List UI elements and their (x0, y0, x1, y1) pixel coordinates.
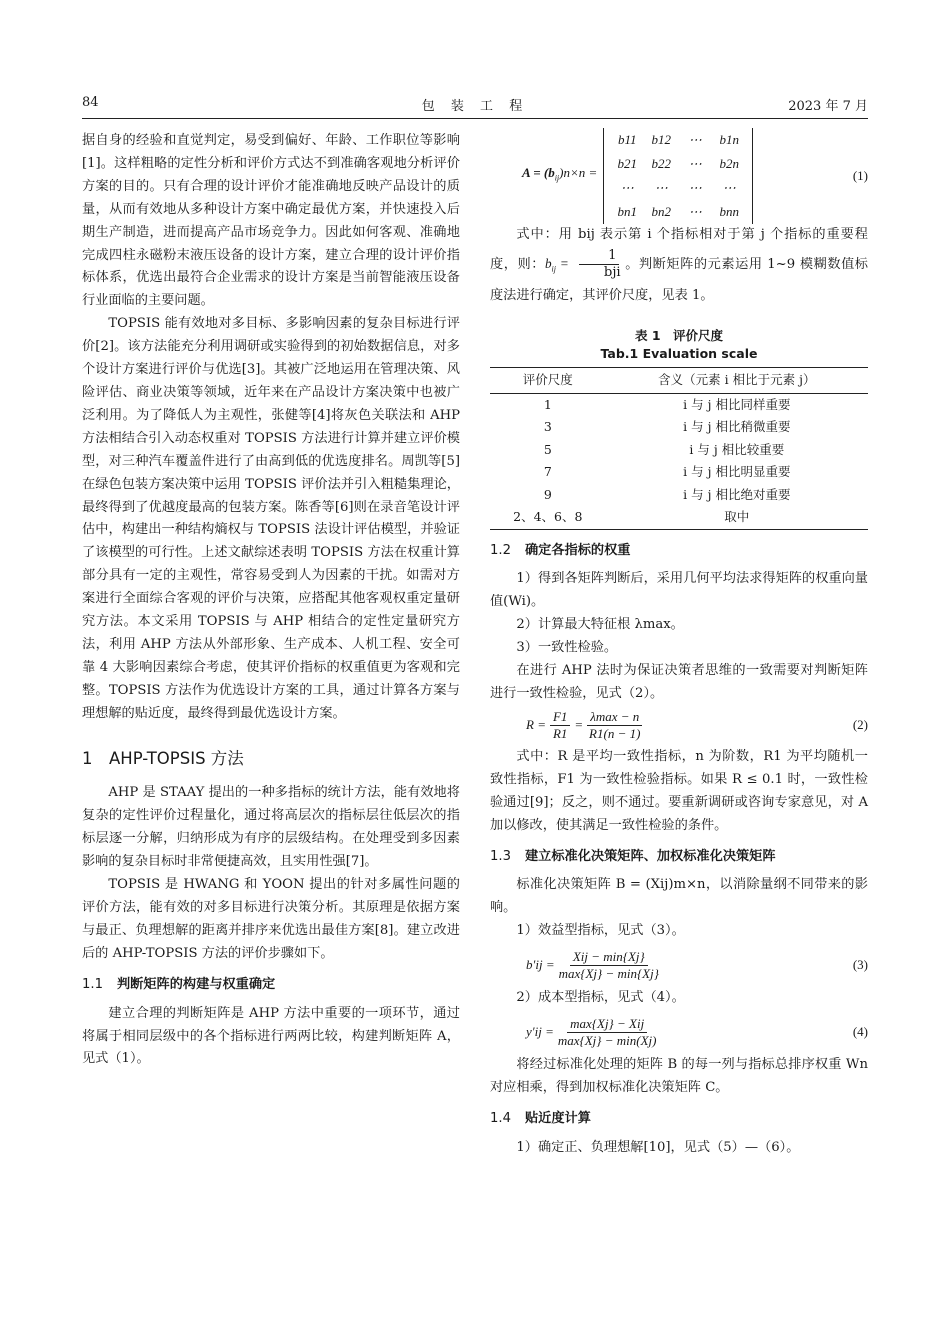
matrix-cell: bn2 (651, 204, 672, 219)
paragraph: TOPSIS 能有效地对多目标、多影响因素的复杂目标进行评价[2]。该方法能充分利用调研或实验得到的初始数据信息，对多个设计方案进行评价与优选[3]。其被广泛地运用在管理决策、风险评估、商业决策等领域，近年来在产品设计方案决策中也被广泛利用。为了降低人为主观性，张健等[4]将灰色关联法和 AHP 方法相结合引入动态权重对 TOPSIS 方法进行计算并建立评价模型，对三种汽车覆盖件进行了由高到低的优选度排名。周凯等[5]在绿色包装方案决策中运用 TOPSIS 评价法并引入粗糙集理论，最终得到了优越度最高的包装方案。陈香等[6]则在录音笔设计评估中，构建出一种结构熵权与 TOPSIS 法设计评估模型，并验证了该模型的可行性。上述文献综述表明 TOPSIS 方法在权重计算部分具有一定的主观性，常容易受到人为因素的干扰。如需对方案进行全面综合客观的评价与决策，应搭配其他客观权重定量研究方法。本文采用 TOPSIS 与 AHP 相结合的定性定量研究方法，利用 AHP 方法从外部形象、生产成本、人机工程、安全可靠 4 大影响因素综合考虑，使其评价指标的权重值更为客观和完整。TOPSIS 方法作为优选设计方案的工具，通过计算各方案与理想解的贴近度，最终得到最优选设计方案。 (82, 316, 460, 721)
paragraph: 式中：R 是平均一致性指标，n 为阶数，R1 为平均随机一致性指标，F1 为一致性检验指标。如果 R ≤ 0.1 时，一致性检验通过[9]；反之，则不通过。要重新调研或咨询专家意见，对 A 加以修改，使其满足一致性检验的条件。 (490, 748, 868, 833)
page-number: 84 (82, 95, 99, 110)
equation-4: y′ij = $\frac{\text{max\{Xj\} − Xij}}{\max\{Xj\} - \min(Xj)}$ (4) (526, 1015, 868, 1048)
journal-title: 包 装 工 程 (421, 99, 529, 114)
table-header: 评价尺度 (490, 367, 606, 393)
table-row (490, 461, 868, 484)
table-cell: i 与 j 相比稍微重要 (683, 419, 791, 435)
paragraph: AHP 是 STAAY 提出的一种多指标的统计方法，能有效地将复杂的定性评价过程量化，通过将高层次的指标层往低层次的指标层逐一分解，归纳形成为有序的层级结构。在处理受到多因素影响的复杂目标时非常便捷高效，且实用性强[7]。 (82, 785, 460, 870)
equation-number: (2) (852, 717, 868, 733)
table-cell: i 与 j 相比明显重要 (683, 464, 791, 480)
matrix-cell: bnn (719, 204, 740, 219)
issue-date: 2023 年 7 月 (788, 99, 868, 114)
judgment-matrix (603, 128, 753, 224)
table-row (490, 484, 868, 507)
paragraph: 式中：用 bij 表示第 i 个指标相对于第 j 个指标的重要程度，则：$b_{ij}$ = $\frac{1}{\text{bji}}$ 。判断矩阵的元素运用 1~9 模糊数值标度法进行确定，其评价尺度，见表 1。 (490, 227, 868, 303)
table-cell: 5 (543, 441, 552, 457)
paragraph: 1）得到各矩阵判断后，采用几何平均法求得矩阵的权重向量值(Wi)。 (490, 571, 868, 610)
paragraph: 建立合理的判断矩阵是 AHP 方法中重要的一项环节，通过将属于相同层级中的各个指标进行两两比较，构建判断矩阵 A，见式（1）。 (82, 1005, 460, 1067)
table-caption: 表 1 评价尺度 Tab.1 Evaluation scale (600, 327, 758, 361)
matrix-cell: b22 (651, 156, 672, 171)
table-cell: 2、4、6、8 (490, 506, 606, 529)
paragraph: 3）一致性检验。 (516, 640, 618, 656)
table-cell: 3 (543, 419, 552, 435)
matrix-cell: b12 (651, 132, 672, 147)
paragraph: 标准化决策矩阵 B = (Xij)m×n，以消除量纲不同带来的影响。 (490, 877, 868, 916)
matrix-cell: b2n (719, 156, 740, 171)
matrix-cell: ⋯ (688, 180, 702, 195)
paragraph: 2）计算最大特征根 λmax。 (516, 617, 684, 633)
header-rule (82, 118, 868, 119)
equation-number: (1) (852, 167, 868, 183)
matrix-cell: ⋯ (688, 132, 702, 147)
matrix-cell: b11 (618, 132, 637, 147)
matrix-cell: ⋯ (688, 204, 702, 219)
table-cell: 7 (543, 464, 552, 480)
equation-2: R = $\frac{F1}{R1}$ = $\frac{\lambda\max - n}{R1(n - 1)}$ (2) (526, 709, 868, 742)
table-cell: i 与 j 相比同样重要 (683, 396, 791, 412)
table-cell: 9 (543, 486, 552, 502)
matrix-cell: ⋯ (654, 180, 668, 195)
equation-1: $A = (b_{ij})n\times n$ = b11 b12 ⋯ b1n b21 b22 ⋯ b2n ⋯ ⋯ ⋯ ⋯ bn1 bn2 ⋯ bnn (1) (522, 130, 868, 222)
matrix-cell: ⋯ (722, 180, 736, 195)
table-row (490, 439, 868, 462)
equation-number: (4) (852, 1023, 868, 1039)
equation-number: (3) (852, 956, 868, 972)
matrix-cell: ⋯ (688, 156, 702, 171)
matrix-cell: b1n (719, 132, 740, 147)
paragraph: 1）确定正、负理想解[10]，见式（5）—（6）。 (516, 1139, 800, 1155)
table-cell: 取中 (606, 506, 868, 529)
paragraph: 据自身的经验和直觉判定，易受到偏好、年龄、工作职位等影响[1]。这样粗略的定性分析和评价方式达不到准确客观地分析评价方案的目的。只有合理的设计评价才能准确地反映产品设计的质量，从而有效地从多种设计方案中确定最优方案，并快速投入后期生产制造，进而提高产品市场竞争力。因此如何客观、准确地完成四柱永磁粉末液压设备的设计方案，建立合理的设计评价指标体系，优选出最符合企业需求的设计方案是当前智能液压设备行业面临的主要问题。 (82, 133, 460, 309)
table-row (490, 416, 868, 439)
section-heading-1-1: 1.1 判断矩阵的构建与权重确定 (82, 976, 276, 992)
section-heading-1-3: 1.3 建立标准化决策矩阵、加权标准化决策矩阵 (490, 848, 776, 864)
paragraph: 1）效益型指标，见式（3）。 (516, 923, 685, 939)
section-heading-1: 1 AHP-TOPSIS 方法 (82, 748, 244, 768)
matrix-cell: ⋯ (620, 180, 634, 195)
equation-3: b′ij = $\frac{\text{Xij − min\{Xj\}}}{\max\{Xj\} - \min\{Xj\}}$ (3) (526, 948, 868, 981)
right-column (490, 130, 868, 1160)
paragraph: 将经过标准化处理的矩阵 B 的每一列与指标总排序权重 Wn 对应相乘，得到加权标准化决策矩阵 C。 (490, 1057, 868, 1095)
matrix-cell: bn1 (617, 204, 638, 219)
table-header: 含义（元素 i 相比于元素 j） (606, 367, 868, 393)
left-column (82, 130, 460, 1071)
matrix-cell: b21 (617, 156, 638, 171)
section-heading-1-4: 1.4 贴近度计算 (490, 1110, 591, 1126)
paragraph: TOPSIS 是 HWANG 和 YOON 提出的针对多属性问题的评价方法，能有效的对多目标进行决策分析。其原理是依据方案与最正、负理想解的距离并排序来优选出最佳方案[8]。建立改进后的 AHP-TOPSIS 方法的评价步骤如下。 (82, 877, 460, 961)
evaluation-scale-table (490, 367, 868, 530)
fraction: $\frac{1}{\text{bji}}$ (578, 248, 621, 281)
table-cell: i 与 j 相比绝对重要 (683, 486, 791, 502)
table-row (490, 506, 868, 529)
section-heading-1-2: 1.2 确定各指标的权重 (490, 542, 631, 558)
table-cell: 1 (543, 396, 552, 412)
paragraph: 2）成本型指标，见式（4）。 (516, 990, 685, 1006)
table-row (490, 393, 868, 416)
table-cell: i 与 j 相比较重要 (689, 441, 785, 457)
paragraph: 在进行 AHP 法时为保证决策者思维的一致需要对判断矩阵进行一致性检验，见式（2）。 (490, 663, 868, 701)
